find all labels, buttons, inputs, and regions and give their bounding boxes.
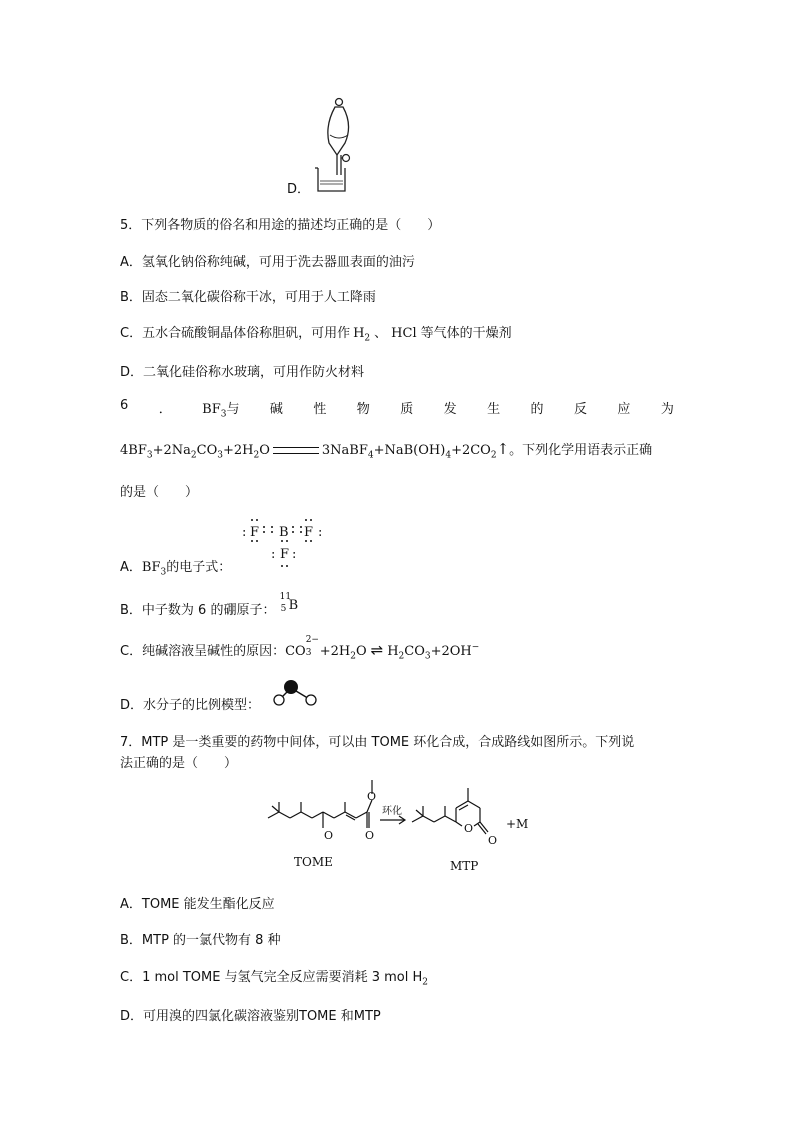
tome-ester-o: O (365, 829, 375, 842)
q6-stem-char: 为 (660, 402, 674, 417)
q5-option-c: C．五水合硫酸铜晶体俗称胆矾，可用作 $H_2$ 、 HCl 等气体的干燥剂 (120, 326, 512, 344)
tome-ether-o: O (367, 790, 377, 803)
tome-to-mtp-reaction-scheme (262, 770, 542, 880)
q5-option-d: D．二氧化硅俗称水玻璃，可用作防火材料 (120, 365, 365, 380)
q6-stem-char: 性 (313, 402, 327, 417)
q4-option-d-label: D． (287, 182, 311, 197)
q7-option-b: B．MTP 的一氯代物有 8 种 (120, 933, 281, 948)
q6-option-a: A．$BF_3$的电子式： (120, 560, 232, 578)
gas-arrow-icon: ↑ (496, 440, 510, 458)
lewis-b: B (279, 525, 289, 540)
q7-option-d: D．可用溴的四氯化碳溶液鉴别TOME 和MTP (120, 1009, 381, 1024)
equals-double-line-icon (273, 447, 319, 454)
cyclization-arrow-label: 环化 (382, 806, 402, 817)
q6-stem-end: 的是（ ） (120, 485, 199, 500)
q6-stem-char: 物 (356, 402, 370, 417)
lewis-f-bottom: F (280, 547, 290, 562)
lewis-f-left: F (250, 525, 260, 540)
q6-stem-char: 与 (226, 402, 240, 417)
mtp-label: MTP (450, 859, 479, 873)
plus-m-label: +M (506, 817, 529, 831)
q5-option-a: A．氢氧化钠俗称纯碱，可用于洗去器皿表面的油污 (120, 255, 415, 270)
q6-option-d: D．水分子的比例模型： (120, 698, 261, 713)
q6-option-b: B．中子数为 6 的硼原子： 11 5 B (120, 592, 299, 618)
lewis-colon-left: : (242, 525, 247, 540)
q5-stem: 5．下列各物质的俗名和用途的描述均正确的是（ ） (120, 218, 441, 233)
lewis-colon-bottom-right: : (292, 547, 297, 562)
q6-stem-char: 的 (530, 402, 544, 417)
q6-stem-char: 碱 (269, 402, 283, 417)
water-molecule-model-icon (271, 678, 323, 708)
q6-stem-char: 发 (443, 402, 457, 417)
lewis-f-right: F (304, 525, 314, 540)
q6-stem-char: 生 (487, 402, 501, 417)
q7-option-c: C．1 mol TOME 与氢气完全反应需要消耗 3 mol $H_2$ (120, 970, 428, 988)
q6-stem-char: 反 (573, 402, 587, 417)
lewis-colon-bottom-left: : (271, 547, 276, 562)
q6-stem-char: 应 (617, 402, 631, 417)
lewis-colon-right: : (318, 525, 323, 540)
separatory-funnel-icon (310, 95, 360, 193)
equilibrium-arrow-icon: ⇌ (370, 641, 384, 659)
tome-ketone-o: O (324, 829, 334, 842)
q7-stem-line1: 7．MTP 是一类重要的药物中间体，可以由 TOME 环化合成，合成路线如图所示。下列说 (120, 735, 635, 750)
mtp-ring-o: O (464, 822, 474, 835)
q7-option-a: A．TOME 能发生酯化反应 (120, 897, 275, 912)
q6-equation: $4BF_3+2Na_2CO_3+2H_2O$ $3NaBF_4+NaB(OH)_4+2CO_2↑$。下列化学用语表示正确 (120, 440, 653, 461)
q6-option-c: C．纯碱溶液呈碱性的原因：CO 2− 3 $+2H_2O$ ⇌ $H_2CO_3+2OH^-$ (120, 635, 480, 662)
q6-stem-line1: 6 ． $BF_3$与 碱 性 物 质 发 生 的 反 应 为 (120, 398, 674, 420)
q6-stem-char: 质 (400, 402, 414, 417)
tome-label: TOME (294, 855, 333, 869)
q5-option-b: B．固态二氧化碳俗称干冰，可用于人工降雨 (120, 290, 376, 305)
mtp-carbonyl-o: O (488, 834, 498, 847)
q7-stem-line2: 法正确的是（ ） (120, 756, 238, 771)
bf3-lewis-structure (238, 516, 330, 574)
